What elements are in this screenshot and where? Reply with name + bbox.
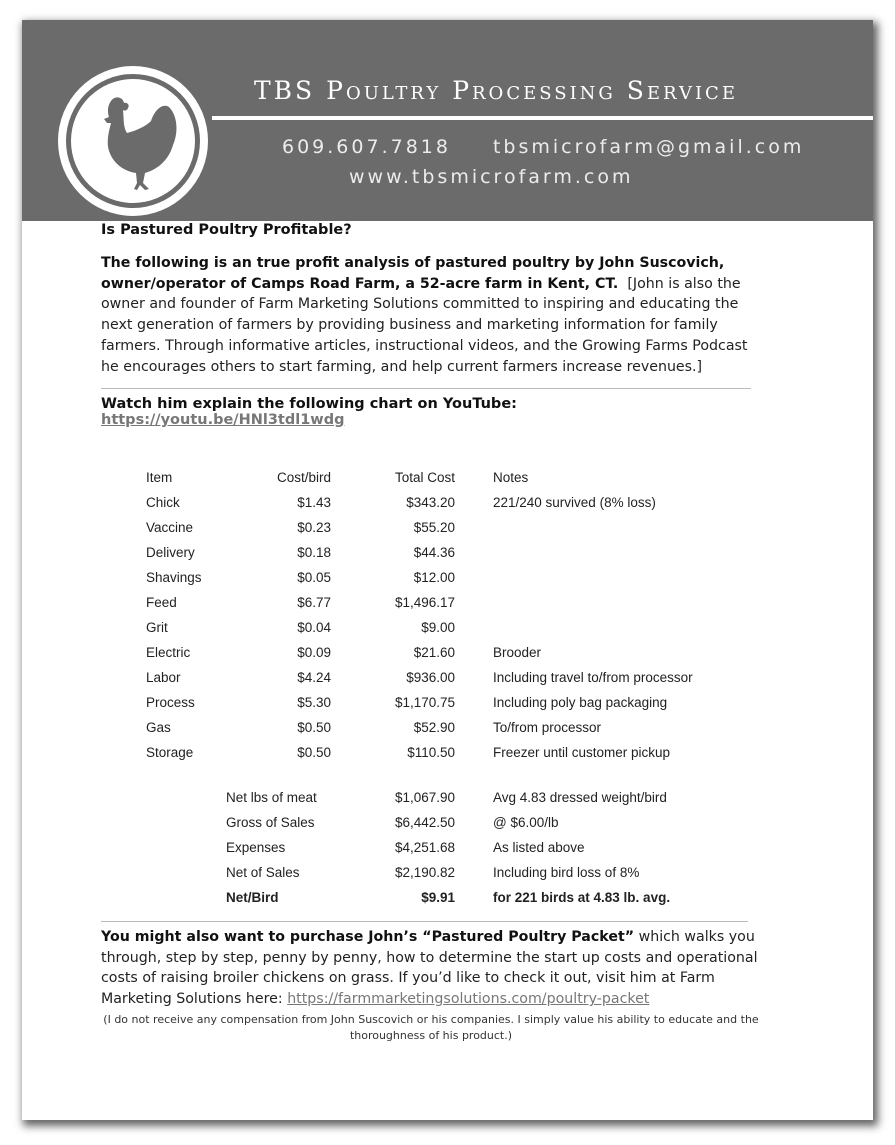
company-name: TBS Poultry Processing Service	[254, 76, 738, 105]
phone-number: 609.607.7818	[282, 136, 451, 158]
youtube-link[interactable]: https://youtu.be/HNl3tdl1wdg	[101, 412, 345, 429]
banner-divider	[212, 116, 873, 120]
hen-logo-icon	[93, 93, 179, 197]
table-row: Storage $0.50 $110.50 Freezer until customer pickup	[146, 745, 671, 760]
table-row: Delivery $0.18 $44.36	[146, 545, 455, 560]
table-row: Grit $0.04 $9.00	[146, 620, 455, 635]
table-row: Vaccine $0.23 $55.20	[146, 520, 455, 535]
contact-line	[282, 136, 804, 158]
poultry-packet-link[interactable]: https://farmmarketingsolutions.com/poultry-packet	[287, 991, 650, 1008]
column-header: Cost/bird	[276, 470, 331, 485]
summary-row: Net lbs of meat $1,067.90 Avg 4.83 dressed weight/bird	[226, 790, 667, 805]
outro-paragraph	[101, 927, 761, 1010]
email-address[interactable]: tbsmicrofarm@gmail.com	[492, 136, 805, 158]
logo	[58, 66, 208, 216]
column-header: Notes	[493, 470, 529, 485]
column-header: Item	[146, 470, 173, 485]
table-row: Chick $1.43 $343.20 221/240 survived (8% loss)	[146, 495, 656, 510]
outro-bold-text: You might also want to purchase John’s “Pastured Poultry Packet”	[101, 929, 635, 945]
table-row: Electric $0.09 $21.60 Brooder	[146, 645, 542, 660]
summary-row: Gross of Sales $6,442.50 @ $6.00/lb	[226, 815, 559, 830]
table-header-row	[146, 465, 753, 490]
intro-text: [John is also the owner and founder of Farm Marketing Solutions committed to inspiring and educating the next generation of farmers by providing business and marketing information for family farmers. Through informative articles, instructional videos, and the Growing Farms Podcast he encourages others to start farming, and help current farmers increase revenues.]	[101, 275, 748, 375]
summary-row: Net of Sales $2,190.82 Including bird loss of 8%	[226, 865, 640, 880]
table-row: Shavings $0.05 $12.00	[146, 570, 455, 585]
youtube-line: Watch him explain the following chart on YouTube: https://youtu.be/HNl3tdl1wdg	[101, 396, 517, 429]
header-banner	[22, 20, 873, 221]
table-row: Process $5.30 $1,170.75 Including poly bag packaging	[146, 695, 668, 710]
cost-table	[146, 465, 753, 765]
website-url[interactable]: www.tbsmicrofarm.com	[349, 166, 634, 188]
column-header: Total Cost	[394, 470, 455, 485]
summary-table	[226, 785, 753, 910]
intro-bold-text: The following is an true profit analysis of pastured poultry by John Suscovich, owner/operator of Camps Road Farm, a 52-acre farm in Kent, CT.	[101, 255, 725, 292]
intro-paragraph	[101, 253, 751, 377]
divider	[101, 921, 748, 922]
article-heading: Is Pastured Poultry Profitable?	[101, 222, 352, 238]
disclaimer-note: (I do not receive any compensation from John Suscovich or his companies. I simply value his ability to educate and the thoroughness of his product.)	[103, 1013, 759, 1042]
table-row: Gas $0.50 $52.90 To/from processor	[146, 720, 602, 735]
divider	[101, 388, 751, 389]
summary-row: Expenses $4,251.68 As listed above	[226, 840, 585, 855]
table-row: Feed $6.77 $1,496.17	[146, 595, 455, 610]
article-body	[101, 222, 751, 428]
net-per-bird-row: Net/Bird $9.91 for 221 birds at 4.83 lb. avg.	[226, 890, 671, 905]
table-row: Labor $4.24 $936.00 Including travel to/from processor	[146, 670, 693, 685]
outro-text: which walks you through, step by step, penny by penny, how to determine the start up costs and operational costs of raising broiler chickens on grass. If you’d like to check it out, visit him at Farm Marketing Solutions here:	[101, 929, 758, 1008]
